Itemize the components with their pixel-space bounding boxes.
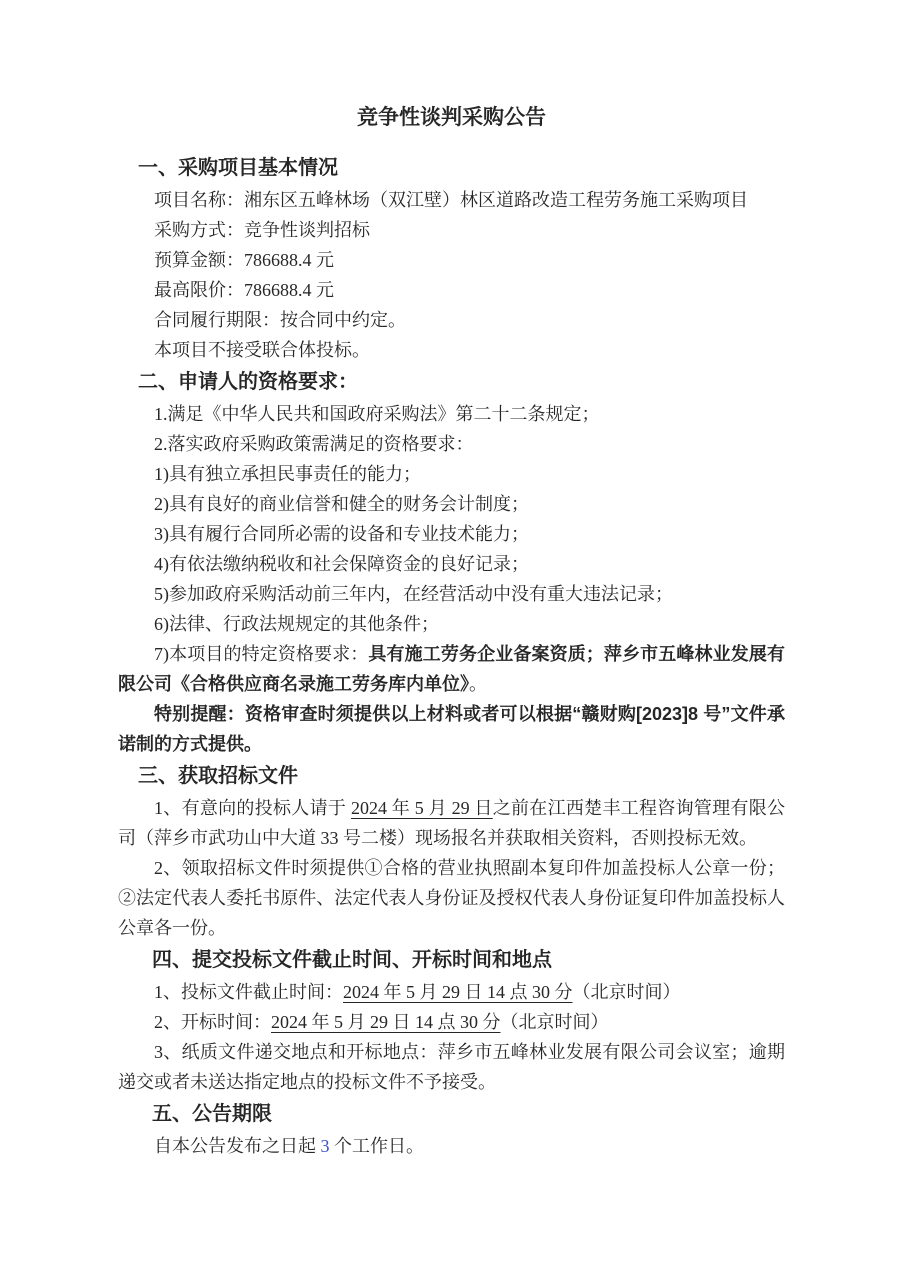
- section-5-heading: 五、公告期限: [152, 1103, 272, 1125]
- condition-6-line: 6)法律、行政法规规定的其他条件；: [154, 614, 439, 634]
- section-2-heading: 二、申请人的资格要求：: [138, 371, 358, 393]
- submission-deadline-label: 1、投标文件截止时间：: [154, 982, 343, 1002]
- bid-opening-label: 2、开标时间：: [154, 1012, 271, 1032]
- obtain-docs-item-1-text: 1、有意向的投标人请于: [154, 798, 351, 818]
- obtain-docs-item-1: [118, 793, 785, 853]
- condition-7-period: 。: [469, 674, 487, 694]
- requirement-2-line: 2.落实政府采购政策需满足的资格要求：: [154, 434, 474, 454]
- submission-deadline-timezone: （北京时间）: [572, 982, 681, 1002]
- budget-amount-line: 预算金额：786688.4 元: [154, 250, 334, 270]
- condition-5-line: 5)参加政府采购活动前三年内，在经营活动中没有重大违法记录；: [154, 584, 673, 604]
- submission-deadline-line: [118, 977, 785, 1007]
- announcement-period-rest: 个工作日。: [329, 1136, 424, 1156]
- section-3-heading: 三、获取招标文件: [138, 765, 298, 787]
- registration-deadline-date: 2024 年 5 月 29 日: [350, 798, 493, 818]
- bid-opening-timezone: （北京时间）: [500, 1012, 609, 1032]
- no-consortium-line: 本项目不接受联合体投标。: [154, 340, 370, 360]
- condition-4-line: 4)有依法缴纳税收和社会保障资金的良好记录；: [154, 554, 529, 574]
- section-4-heading: 四、提交投标文件截止时间、开标时间和地点: [152, 949, 552, 971]
- condition-7-paragraph: [118, 639, 785, 699]
- announcement-period-line: [118, 1131, 785, 1161]
- condition-7-label: 7)本项目的特定资格要求：: [154, 644, 369, 664]
- announcement-days-value: 3: [320, 1136, 330, 1156]
- document-title: 竞争性谈判采购公告: [357, 106, 546, 129]
- contract-period-line: 合同履行期限：按合同中约定。: [154, 310, 406, 330]
- delivery-location-paragraph: 3、纸质文件递交地点和开标地点：萍乡市五峰林业发展有限公司会议室；逾期递交或者未送达指定地点的投标文件不予接受。: [118, 1042, 785, 1092]
- bid-opening-time-line: [118, 1007, 785, 1037]
- condition-1-line: 1)具有独立承担民事责任的能力；: [154, 464, 421, 484]
- condition-2-line: 2)具有良好的商业信誉和健全的财务会计制度；: [154, 494, 529, 514]
- section-1-heading: 一、采购项目基本情况: [138, 157, 338, 179]
- bid-opening-datetime: 2024 年 5 月 29 日 14 点 30 分: [271, 1012, 501, 1032]
- special-reminder-paragraph: 特别提醒：资格审查时须提供以上材料或者可以根据“赣财购[2023]8 号”文件承诺制的方式提供。: [118, 704, 785, 754]
- requirement-1-line: 1.满足《中华人民共和国政府采购法》第二十二条规定；: [154, 404, 600, 424]
- procurement-method-line: 采购方式：竞争性谈判招标: [154, 220, 370, 240]
- obtain-docs-item-2: 2、领取招标文件时须提供①合格的营业执照副本复印件加盖投标人公章一份；②法定代表人委托书原件、法定代表人身份证及授权代表人身份证复印件加盖投标人公章各一份。: [118, 858, 785, 938]
- max-price-line: 最高限价：786688.4 元: [154, 280, 334, 300]
- condition-7-bold-text: 具有施工劳务企业备案资质；萍乡市五峰林业发展有限公司《合格供应商名录施工劳务库内单位》: [118, 644, 785, 694]
- project-name-line: 项目名称：湘东区五峰林场（双江壁）林区道路改造工程劳务施工采购项目: [154, 190, 748, 210]
- condition-3-line: 3)具有履行合同所必需的设备和专业技术能力；: [154, 524, 529, 544]
- obtain-docs-item-1-rest: 之前在江西楚丰工程咨询管理有限公司（萍乡市武功山中大道 33 号二楼）现场报名并获取相关资料，否则投标无效。: [118, 798, 786, 848]
- announcement-period-text: 自本公告发布之日起: [154, 1136, 321, 1156]
- submission-deadline-datetime: 2024 年 5 月 29 日 14 点 30 分: [343, 982, 573, 1002]
